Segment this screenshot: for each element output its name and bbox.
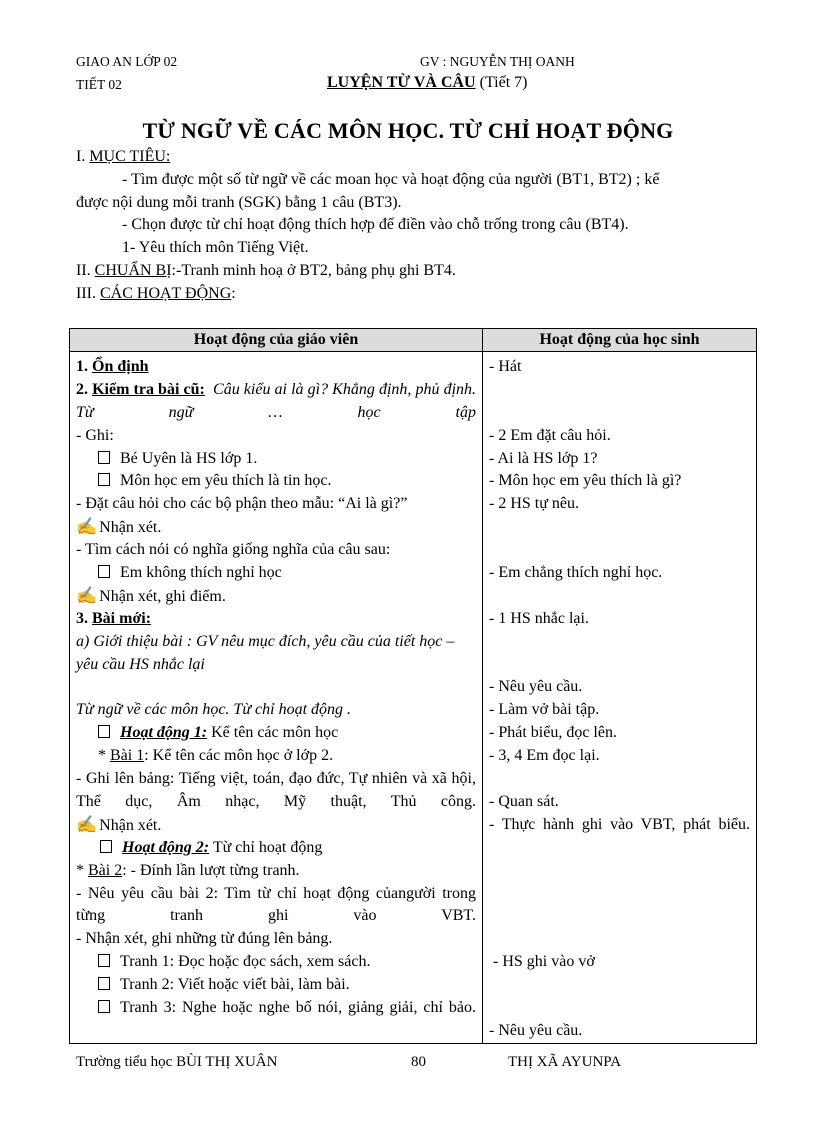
pencil-check-icon: ✍ — [76, 814, 98, 834]
spacer — [489, 631, 750, 654]
list-item: Môn học em yêu thích là tin học. — [76, 470, 476, 493]
student-mon-hoc: - Môn học em yêu thích là gì? — [489, 472, 682, 490]
objective-line-1: - Tìm được một số từ ngữ về các moan học và hoạt động của người (BT1, BT2) ; kể — [122, 171, 660, 188]
student-lam-vo: - Làm vở bài tập. — [489, 701, 600, 719]
tu-ngu-title: Từ ngữ về các môn học. Từ chỉ hoạt động . — [76, 701, 352, 719]
nhan-xet-ghi-tu: - Nhận xét, ghi những từ đúng lên bảng. — [76, 930, 333, 948]
student-ai-la: - Ai là HS lớp 1? — [489, 449, 598, 467]
student-em-chang: - Em chẳng thích nghỉ học. — [489, 564, 663, 582]
table-body-row — [70, 352, 757, 1044]
teacher-column-header: Hoạt động của giáo viên — [70, 329, 483, 352]
objectives-heading — [76, 148, 170, 166]
checkbox-icon — [100, 840, 112, 853]
spacer — [489, 402, 750, 425]
hoat-dong-2: Hoạt động 2: Từ chỉ hoạt động — [76, 837, 476, 860]
student-neu-yeu-cau-2: - Nêu yêu cầu. — [489, 1021, 583, 1039]
student-phat-bieu: - Phát biểu, đọc lên. — [489, 724, 617, 742]
checkbox-icon — [98, 1000, 110, 1013]
list-item: Tranh 1: Đọc hoặc đọc sách, xem sách. — [76, 951, 476, 974]
pencil-check-icon: ✍ — [76, 585, 98, 605]
spacer — [489, 974, 750, 997]
objective-line-2: được nội dung mỗi tranh (SGK) bằng 1 câu (BT3). — [76, 194, 402, 211]
ghi-label: - Ghi: — [76, 426, 114, 444]
preparation-text: :-Tranh minh hoạ ở BT2, bảng phụ ghi BT4. — [171, 262, 456, 279]
spacer — [489, 539, 750, 562]
footer-school: Trường tiểu học BÙI THỊ XUÂN — [76, 1054, 278, 1070]
header-period: TIẾT 02 — [76, 77, 122, 92]
objectives-heading-text: MỤC TIÊU: — [89, 148, 171, 165]
teacher-column — [70, 352, 483, 1044]
preparation — [76, 262, 456, 280]
checkbox-icon — [98, 473, 110, 486]
footer-page-number: 80 — [411, 1054, 426, 1070]
list-item: Tranh 2: Viết hoặc viết bài, làm bài. — [76, 974, 476, 997]
student-neu-yeu-cau: - Nêu yêu cầu. — [489, 678, 583, 696]
checkbox-icon — [98, 977, 110, 990]
bai-1: * Bài 1: Kể tên các môn học ở lớp 2. — [98, 747, 334, 765]
section-bai-moi: 3. Bài mới: — [76, 609, 152, 627]
student-hat: - Hát — [489, 358, 522, 375]
section-on-dinh: 1. Ổn định — [76, 358, 149, 375]
blank-line — [76, 677, 476, 700]
footer-location: THỊ XÃ AYUNPA — [508, 1054, 622, 1070]
hoat-dong-1: Hoạt động 1: Kể tên các môn học — [76, 722, 476, 745]
checkbox-icon — [98, 565, 110, 578]
header-subject-suffix: (Tiết 7) — [479, 74, 528, 91]
spacer — [489, 585, 750, 608]
header-grade: GIAO AN LỚP 02 — [76, 54, 178, 69]
activities-colon: : — [231, 285, 236, 302]
student-ghi-vo: - HS ghi vào vở — [493, 953, 595, 971]
table-header-row — [70, 329, 757, 352]
preparation-num: II. — [76, 262, 95, 279]
student-nhac-lai: - 1 HS nhắc lại. — [489, 609, 589, 627]
student-hs-tu-neu: - 2 HS tự nêu. — [489, 495, 579, 513]
header-subject: LUYỆN TỪ VÀ CÂU — [327, 74, 476, 91]
spacer — [489, 379, 750, 402]
activities-text: CÁC HOẠT ĐỘNG — [99, 285, 232, 302]
spacer — [489, 860, 750, 883]
student-thuc-hanh: - Thực hành ghi vào VBT, phát biểu. — [489, 815, 750, 833]
spacer — [489, 516, 750, 539]
student-column-header: Hoạt động của học sinh — [483, 329, 757, 352]
nhan-xet-1: ✍ Nhận xét. — [76, 517, 162, 537]
objective-line-3: - Chọn được từ chỉ hoạt động thích hợp để điền vào chỗ trống trong câu (BT4). — [122, 216, 629, 233]
spacer — [489, 928, 750, 951]
list-item: Em không thích nghỉ học — [76, 562, 476, 585]
page-title: TỪ NGỮ VỀ CÁC MÔN HỌC. TỪ CHỈ HOẠT ĐỘNG — [142, 118, 674, 143]
dat-cau-hoi: - Đặt câu hỏi cho các bộ phận theo mẫu: “Ai là gì?” — [76, 495, 408, 513]
activities-table — [69, 328, 757, 1044]
objectives-heading-num: I. — [76, 148, 90, 165]
student-em-dat: - 2 Em đặt câu hỏi. — [489, 426, 611, 444]
nhan-xet-2: ✍ Nhận xét. — [76, 814, 162, 834]
nhan-xet-ghi-diem: ✍ Nhận xét, ghi điểm. — [76, 585, 226, 605]
student-quan-sat: - Quan sát. — [489, 792, 559, 810]
checkbox-icon — [98, 725, 110, 738]
spacer — [489, 883, 750, 906]
neu-yeu-cau-bai-2: - Nêu yêu cầu bài 2: Tìm từ chỉ hoạt động củangười trong từng tranh ghi vào VBT. — [76, 884, 476, 925]
student-doc-lai: - 3, 4 Em đọc lại. — [489, 747, 600, 765]
pencil-check-icon: ✍ — [76, 517, 98, 537]
objective-line-4: 1- Yêu thích môn Tiếng Việt. — [122, 239, 309, 256]
header-teacher: GV : NGUYỄN THỊ OANH — [420, 54, 575, 69]
activities-num: III. — [76, 285, 100, 302]
ghi-len-bang: - Ghi lên bảng: Tiếng việt, toán, đạo đức, Tự nhiên và xã hội, Thể dục, Âm nhạc, Mỹ thuật, Thủ công. — [76, 770, 476, 810]
spacer — [489, 905, 750, 928]
checkbox-icon — [98, 451, 110, 464]
spacer — [489, 768, 750, 791]
section-kiem-tra: 2. Kiểm tra bài cũ: Câu kiểu ai là gì? Khẳng định, phủ định. Từ ngữ … học tập — [76, 380, 477, 421]
header-subject-line — [327, 74, 527, 92]
bai-2: * Bài 2: - Đính lần lượt từng tranh. — [76, 861, 300, 879]
list-item: Tranh 3: Nghe hoặc nghe bố nói, giảng giải, chỉ bảo. — [76, 997, 476, 1043]
student-column — [483, 352, 757, 1044]
activities-heading — [76, 285, 236, 303]
list-item: Bé Uyên là HS lớp 1. — [76, 448, 476, 471]
checkbox-icon — [98, 954, 110, 967]
spacer — [489, 997, 750, 1020]
spacer — [489, 654, 750, 677]
tim-cach: - Tìm cách nói có nghĩa giống nghĩa của câu sau: — [76, 541, 391, 559]
gioi-thieu-bai: a) Giới thiệu bài : GV nêu mục đích, yêu cầu của tiết học – yêu cầu HS nhắc lại — [76, 632, 455, 673]
preparation-heading: CHUẨN BỊ — [94, 262, 172, 279]
